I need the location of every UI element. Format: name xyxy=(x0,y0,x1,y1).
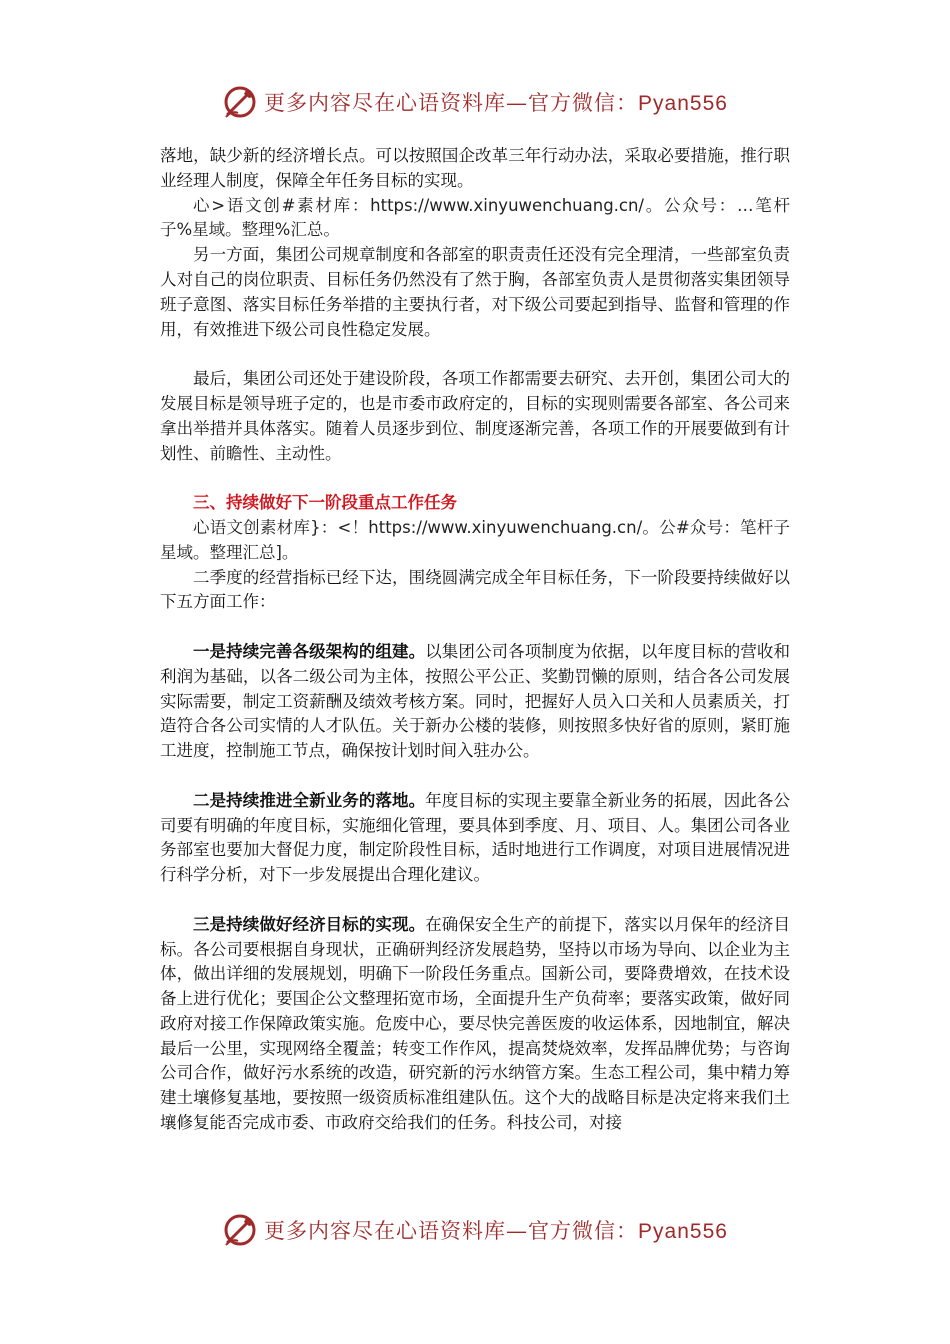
pen-logo-icon xyxy=(222,84,258,120)
lead-phrase: 二是持续推进全新业务的落地。 xyxy=(193,790,426,810)
paragraph: 三是持续做好经济目标的实现。在确保安全生产的前提下，落实以月保年的经济目标。各公司要根据自身现状，正确研判经济发展趋势，坚持以市场为导向、以企业为主体，做出详细的发展规划，明确下一阶段任务重点。国新公司，要降费增效，在技术设备上进行优化；要国企公文整理拓宽市场，全面提升生产负荷率；要落实政策，做好同政府对接工作保障政策实施。危废中心，要尽快完善医废的收运体系，因地制宜，解决最后一公里，实现网络全覆盖；转变工作作风，提高焚烧效率，发挥品牌优势；与咨询公司合作，做好污水系统的改造，研究新的污水纳管方案。生态工程公司，集中精力筹建土壤修复基地，要按照一级资质标准组建队伍。这个大的战略目标是决定将来我们土壤修复能否完成市委、市政府交给我们的任务。科技公司，对接 xyxy=(160,914,791,1133)
lead-phrase: 一是持续完善各级架构的组建。 xyxy=(193,641,426,661)
paragraph: 一是持续完善各级架构的组建。以集团公司各项制度为依据，以年度目标的营收和利润为基础，以各二级公司为主体，按照公平公正、奖勤罚懒的原则，结合各公司发展实际需要，制定工资薪酬及绩效考核方案。同时，把握好人员入口关和人员素质关，打造符合各公司实情的人才队伍。关于新办公楼的装修，则按照多快好省的原则，紧盯施工进度，控制施工节点，确保按计划时间入驻办公。 xyxy=(160,641,791,761)
source-note: 心>语文创#素材库：https://www.xinyuwenchuang.cn/。公众号：…笔杆子%星域。整理%汇总。 xyxy=(160,195,790,240)
paragraph: 最后，集团公司还处于建设阶段，各项工作都需要去研究、去开创，集团公司大的发展目标是领导班子定的，也是市委市政府定的，目标的实现则需要各部室、各公司来拿出举措并具体落实。随着人员逐步到位、制度逐渐完善，各项工作的开展要做到有计划性、前瞻性、主动性。 xyxy=(160,369,790,463)
paragraph: 落地，缺少新的经济增长点。可以按照国企改革三年行动办法，采取必要措施，推行职业经理人制度，保障全年任务目标的实现。 xyxy=(160,146,790,190)
footer-banner xyxy=(0,1210,950,1250)
paragraph: 另一方面，集团公司规章制度和各部室的职责责任还没有完全理清，一些部室负责人对自己的岗位职责、目标任务仍然没有了然于胸，各部室负责人是贯彻落实集团领导班子意图、落实目标任务举措的主要执行者，对下级公司要起到指导、监督和管理的作用，有效推进下级公司良性稳定发展。 xyxy=(160,245,790,339)
paragraph: 二是持续推进全新业务的落地。年度目标的实现主要靠全新业务的拓展，因此各公司要有明确的年度目标，实施细化管理，要具体到季度、月、项目、人。集团公司各业务部室也要加大督促力度，制定阶段性目标，适时地进行工作调度，对项目进展情况进行科学分析，对下一步发展提出合理化建议。 xyxy=(160,790,791,885)
wechat-id: Pyan556 xyxy=(638,92,728,115)
pen-logo-icon xyxy=(222,1212,258,1248)
paragraph: 二季度的经营指标已经下达，围绕圆满完成全年目标任务，下一阶段要持续做好以下五方面工作： xyxy=(160,567,790,612)
section-heading: 三、持续做好下一阶段重点工作任务 xyxy=(193,493,457,513)
banner-text: 更多内容尽在心语资料库—官方微信：Pyan556 xyxy=(264,1219,728,1243)
banner-text: 更多内容尽在心语资料库—官方微信：Pyan556 xyxy=(264,91,728,115)
wechat-id: Pyan556 xyxy=(638,1220,728,1243)
source-note: 心语文创素材库}：<！https://www.xinyuwenchuang.cn/。公#众号：笔杆子星域。整理汇总]。 xyxy=(160,517,790,562)
lead-phrase: 三是持续做好经济目标的实现。 xyxy=(193,914,426,934)
header-banner xyxy=(0,82,950,122)
document-body xyxy=(160,144,790,1136)
